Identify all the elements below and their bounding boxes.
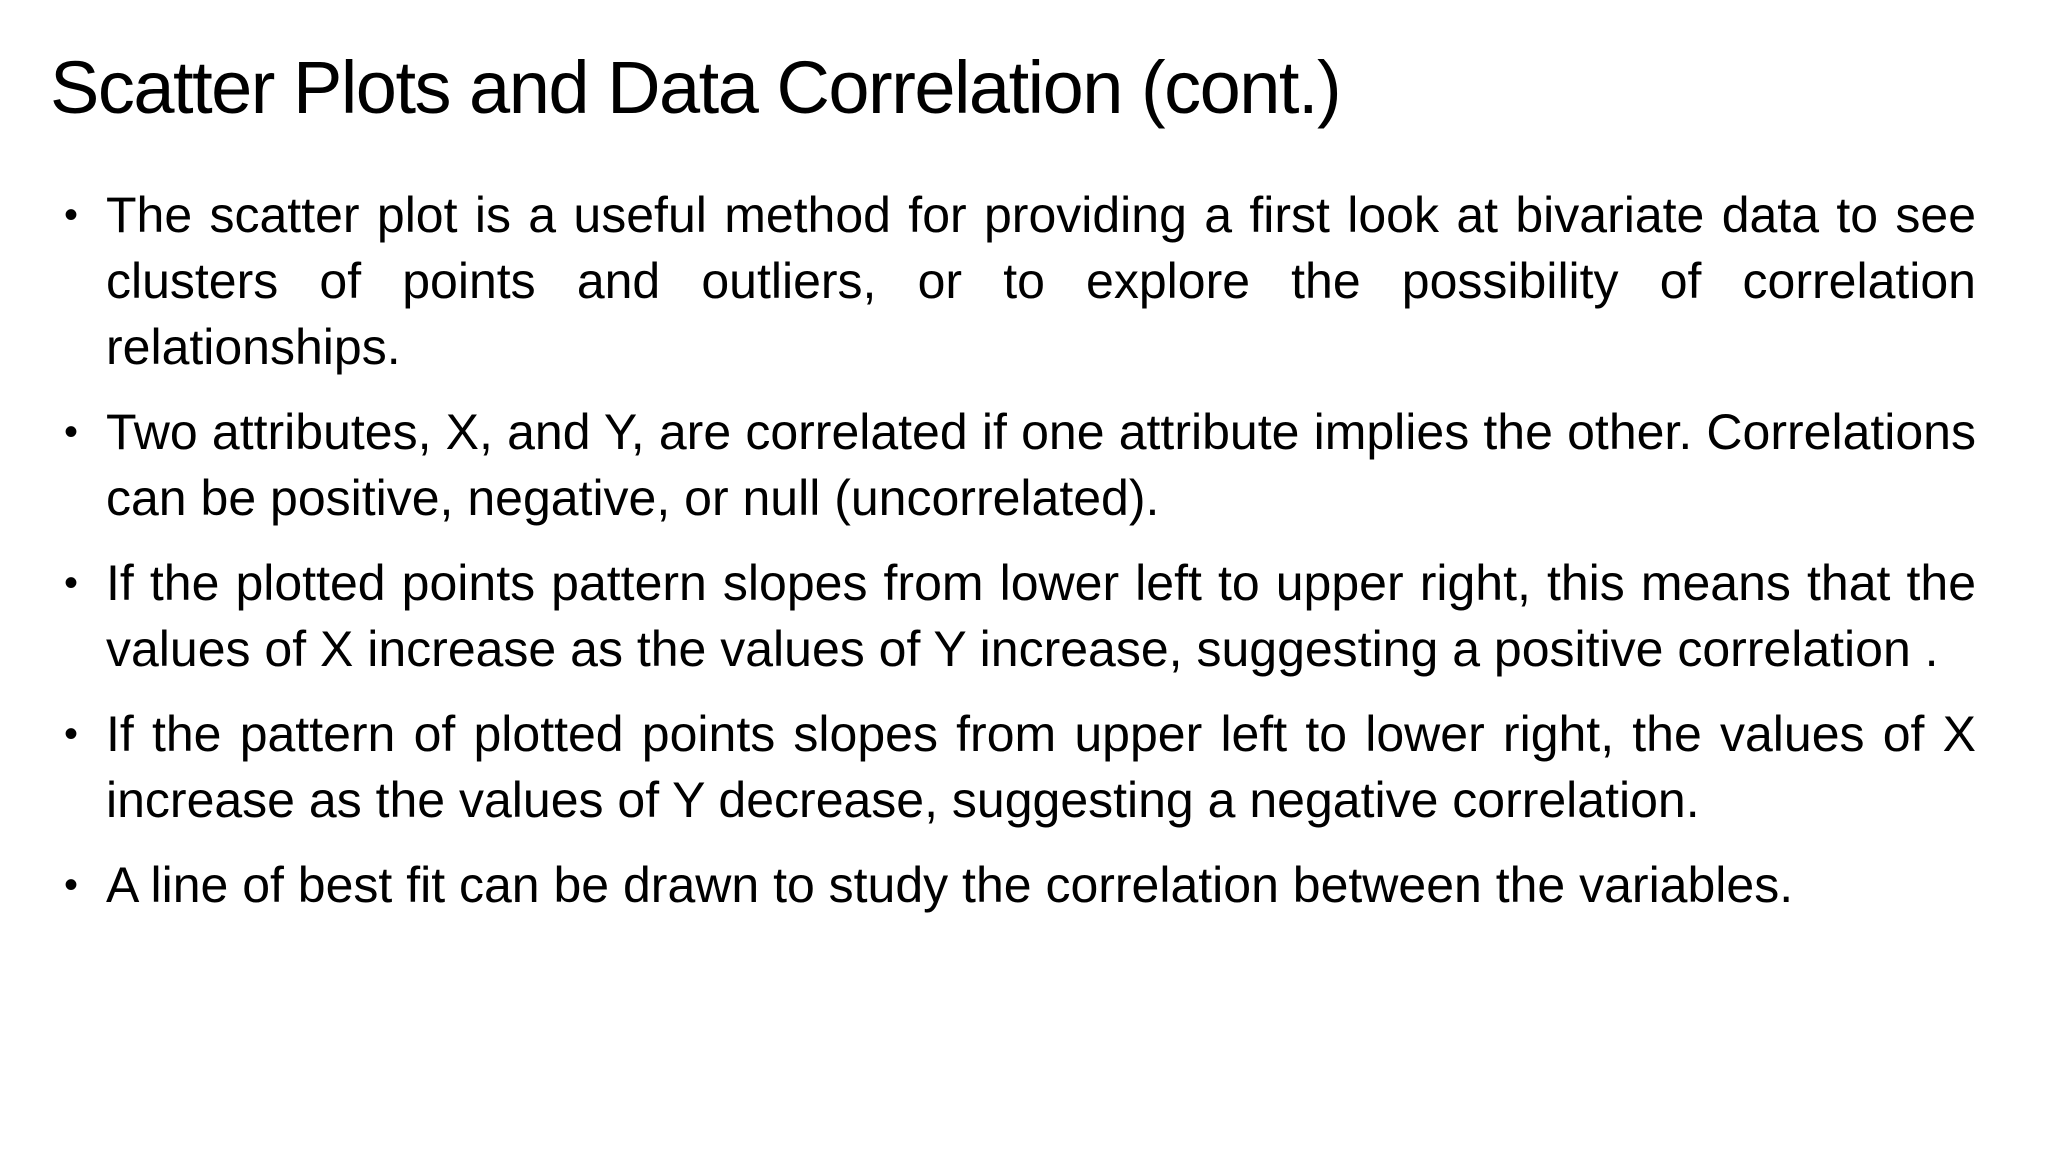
- bullet-item: [64, 550, 1976, 682]
- bullet-text: Two attributes, X, and Y, are correlated if one attribute implies the other. Correlations can be positive, negative, or null (uncorrelated).: [106, 404, 1976, 526]
- bullet-item: [64, 852, 1976, 918]
- bullet-item: [64, 399, 1976, 531]
- bullet-item: [64, 182, 1976, 380]
- bullet-text: The scatter plot is a useful method for providing a first look at bivariate data to see clusters of points and outliers, or to explore the possibility of correlation relationships.: [106, 187, 1976, 375]
- bullet-list: [64, 182, 1976, 937]
- bullet-text: If the plotted points pattern slopes from lower left to upper right, this means that the values of X increase as the values of Y increase, suggesting a positive correlation .: [106, 555, 1976, 677]
- bullet-icon: •: [64, 712, 79, 756]
- bullet-text: If the pattern of plotted points slopes from upper left to lower right, the values of X increase as the values of Y decrease, suggesting a negative correlation.: [106, 706, 1976, 828]
- bullet-icon: •: [64, 410, 79, 454]
- bullet-icon: •: [64, 863, 79, 907]
- bullet-item: [64, 701, 1976, 833]
- bullet-text: A line of best fit can be drawn to study the correlation between the variables.: [106, 857, 1794, 913]
- bullet-icon: •: [64, 193, 79, 237]
- slide-title: Scatter Plots and Data Correlation (cont.): [50, 46, 1341, 129]
- bullet-icon: •: [64, 561, 79, 605]
